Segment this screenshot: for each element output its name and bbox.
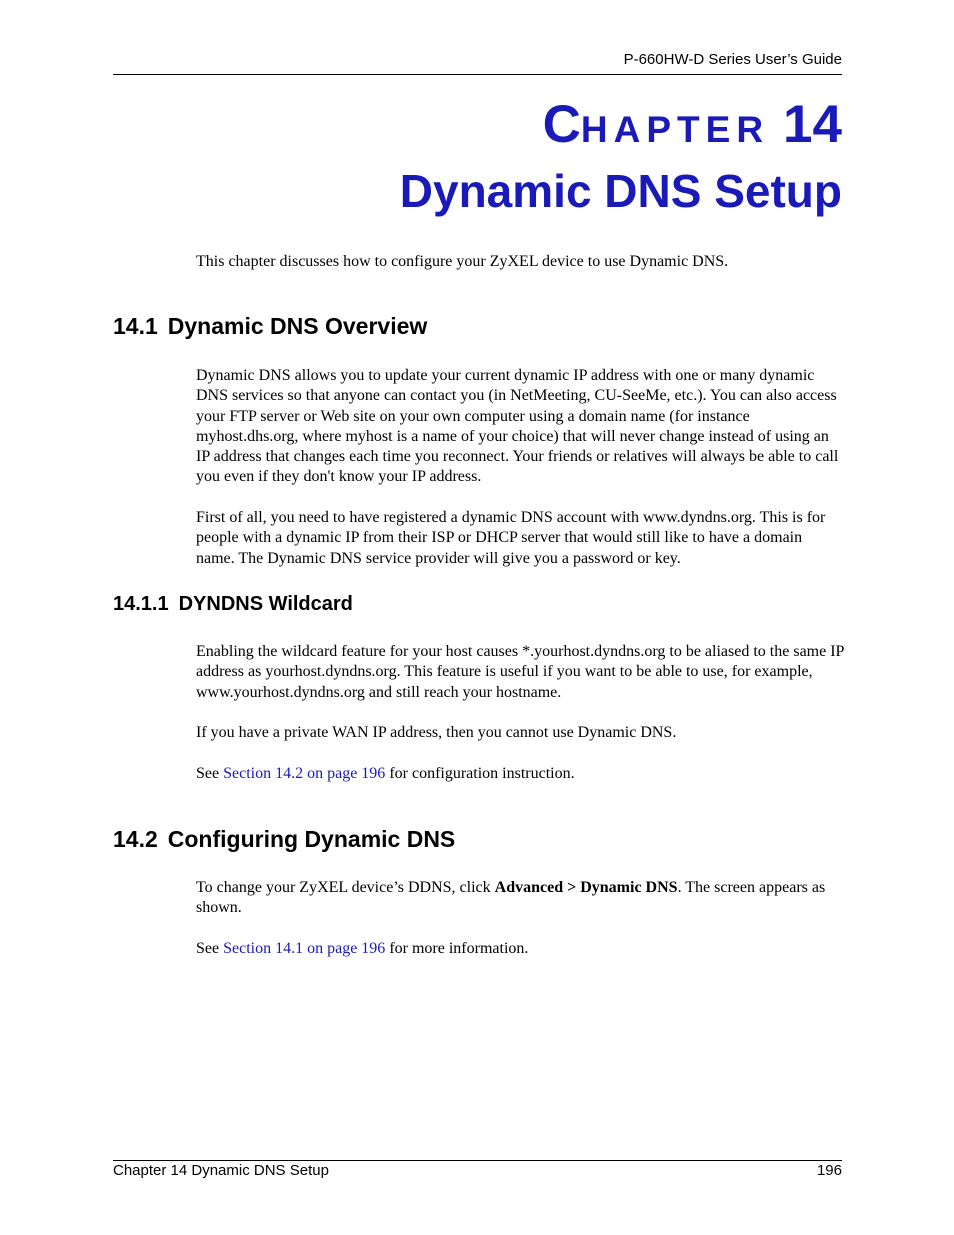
section-number: 14.2 (113, 826, 158, 852)
section-number: 14.1.1 (113, 593, 169, 615)
running-header-title: P-660HW-D Series User’s Guide (623, 51, 842, 68)
chapter-label (542, 95, 842, 154)
section-heading-14-1 (113, 313, 427, 340)
chapter-label-initial: C (542, 95, 581, 154)
overview-paragraph-2: First of all, you need to have registered a dynamic DNS account with www.dyndns.org. This is for people with a dynamic IP from their ISP or DHCP server that would still like to have a domain name. The Dynamic DNS service provider will give you a password or key. (196, 509, 826, 567)
chapter-title: Dynamic DNS Setup (399, 165, 842, 217)
overview-paragraph-1: Dynamic DNS allows you to update your current dynamic IP address with one or many dynamic DNS services so that anyone can contact you (in NetMeeting, CU-SeeMe, etc.). You can also access your FTP server or Web site on your own computer using a domain name (for instance myhost.dhs.org, where myhost is a name of your choice) that will never change instead of using an IP address that changes each time you reconnect. Your friends or relatives will always be able to call you even if they don't know your IP address. (196, 367, 839, 486)
section-title: Configuring Dynamic DNS (167, 826, 456, 852)
footer-rule (113, 1160, 842, 1161)
section-title: DYNDNS Wildcard (178, 593, 353, 615)
footer-page-number: 196 (816, 1162, 842, 1179)
section-title: Dynamic DNS Overview (167, 313, 428, 339)
text-run: . The screen appears as shown. (196, 879, 826, 917)
text-run: See (196, 765, 224, 782)
wildcard-paragraph-3 (196, 764, 844, 784)
intro-paragraph: This chapter discusses how to configure your ZyXEL device to use Dynamic DNS. (196, 253, 729, 270)
text-run: See (196, 940, 224, 957)
wildcard-paragraph-2: If you have a private WAN IP address, then you cannot use Dynamic DNS. (196, 724, 677, 741)
section-heading-14-2 (113, 826, 455, 853)
configuring-paragraph-1 (196, 878, 844, 919)
section-14-2-link[interactable]: Section 14.2 on page 196 (223, 765, 386, 782)
header-rule (113, 74, 842, 75)
text-run: To change your ZyXEL device’s DDNS, click (196, 879, 495, 896)
wildcard-paragraph-1: Enabling the wildcard feature for your host causes *.yourhost.dyndns.org to be aliased to the same IP address as yourhost.dyndns.org. This feature is useful if you want to be able to use, for example, www.yourhost.dyndns.org and still reach your hostname. (196, 643, 844, 701)
text-run: for configuration instruction. (385, 765, 575, 782)
configuring-paragraph-2 (196, 939, 844, 959)
chapter-number: 14 (783, 95, 842, 154)
section-number: 14.1 (113, 313, 158, 339)
text-run: for more information. (385, 940, 529, 957)
footer-chapter-title: Chapter 14 Dynamic DNS Setup (113, 1162, 329, 1179)
chapter-label-rest: HAPTER (580, 109, 770, 150)
menu-path: Advanced > Dynamic DNS (494, 879, 678, 896)
section-heading-14-1-1 (113, 593, 353, 616)
section-14-1-link[interactable]: Section 14.1 on page 196 (223, 940, 386, 957)
